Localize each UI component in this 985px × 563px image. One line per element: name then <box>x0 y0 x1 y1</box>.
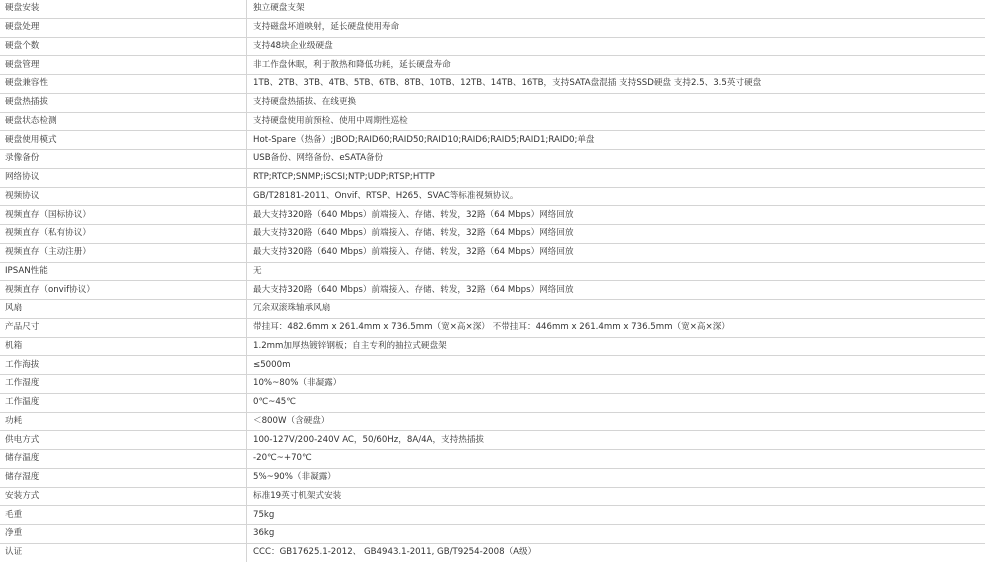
spec-value: 最大支持320路（640 Mbps）前端接入、存储、转发，32路（64 Mbps）网络回放 <box>247 243 985 262</box>
spec-value: 无 <box>247 262 985 281</box>
spec-label: 供电方式 <box>0 431 247 450</box>
spec-label: 视频直存（onvif协议） <box>0 281 247 300</box>
table-row <box>0 468 985 487</box>
spec-label: 视频直存（主动注册） <box>0 243 247 262</box>
spec-value: 1TB、2TB、3TB、4TB、5TB、6TB、8TB、10TB、12TB、14TB、16TB，支持SATA盘混插 支持SSD硬盘 支持2.5、3.5英寸硬盘 <box>247 75 985 94</box>
table-row <box>0 75 985 94</box>
spec-label: 产品尺寸 <box>0 318 247 337</box>
spec-value: USB备份、网络备份、eSATA备份 <box>247 150 985 169</box>
spec-label: 工作湿度 <box>0 375 247 394</box>
spec-label: 毛重 <box>0 506 247 525</box>
table-row <box>0 300 985 319</box>
spec-value: 支持磁盘坏道映射，延长硬盘使用寿命 <box>247 18 985 37</box>
spec-label: 储存温度 <box>0 450 247 469</box>
spec-label: 硬盘个数 <box>0 37 247 56</box>
spec-value: 独立硬盘支架 <box>253 3 305 14</box>
table-row <box>0 506 985 525</box>
table-row <box>0 93 985 112</box>
spec-value: 支持硬盘使用前预检、使用中周期性巡检 <box>247 112 985 131</box>
spec-value: 非工作盘休眠，利于散热和降低功耗，延长硬盘寿命 <box>247 56 985 75</box>
spec-value: 支持硬盘热插拔、在线更换 <box>247 93 985 112</box>
spec-value: 75kg <box>247 506 985 525</box>
table-row <box>0 337 985 356</box>
table-row <box>0 150 985 169</box>
spec-value: 10%~80%（非凝露） <box>247 375 985 394</box>
table-row <box>0 281 985 300</box>
table-row <box>0 243 985 262</box>
table-row <box>0 131 985 150</box>
spec-value: 支持48块企业级硬盘 <box>247 37 985 56</box>
spec-label: 风扇 <box>0 300 247 319</box>
table-row <box>0 525 985 544</box>
spec-value: 冗余双滚珠轴承风扇 <box>247 300 985 319</box>
spec-value: CCC：GB17625.1-2012、 GB4943.1-2011, GB/T9254-2008（A级） <box>247 543 985 561</box>
table-row <box>0 375 985 394</box>
spec-label: 视频直存（国标协议） <box>0 206 247 225</box>
spec-value: 标准19英寸机架式安装 <box>247 487 985 506</box>
table-row <box>0 450 985 469</box>
spec-label: 净重 <box>0 525 247 544</box>
spec-value: 0℃~45℃ <box>247 393 985 412</box>
spec-label: 认证 <box>0 543 247 561</box>
spec-label: 视频协议 <box>0 187 247 206</box>
spec-label: 硬盘热插拔 <box>0 93 247 112</box>
table-row <box>0 356 985 375</box>
table-row <box>0 487 985 506</box>
spec-label: 硬盘处理 <box>0 18 247 37</box>
spec-label: 视频直存（私有协议） <box>0 225 247 244</box>
table-row <box>0 168 985 187</box>
spec-value: 最大支持320路（640 Mbps）前端接入、存储、转发，32路（64 Mbps）网络回放 <box>247 206 985 225</box>
spec-label: 硬盘管理 <box>0 56 247 75</box>
table-row <box>0 543 985 561</box>
spec-label: 录像备份 <box>0 150 247 169</box>
table-row <box>0 0 985 18</box>
spec-label: 硬盘状态检测 <box>0 112 247 131</box>
spec-value: Hot-Spare（热备）;JBOD;RAID60;RAID50;RAID10;RAID6;RAID5;RAID1;RAID0;单盘 <box>247 131 985 150</box>
spec-value: 最大支持320路（640 Mbps）前端接入、存储、转发，32路（64 Mbps）网络回放 <box>247 281 985 300</box>
spec-value: 100-127V/200-240V AC，50/60Hz，8A/4A，支持热插拔 <box>247 431 985 450</box>
spec-label: 网络协议 <box>0 168 247 187</box>
spec-label: 安装方式 <box>0 487 247 506</box>
table-row <box>0 37 985 56</box>
spec-value: GB/T28181-2011、Onvif、RTSP、H265、SVAC等标准视频协议。 <box>247 187 985 206</box>
table-row <box>0 206 985 225</box>
table-row <box>0 431 985 450</box>
table-row <box>0 318 985 337</box>
spec-label: 机箱 <box>0 337 247 356</box>
spec-value: RTP;RTCP;SNMP;iSCSI;NTP;UDP;RTSP;HTTP <box>247 168 985 187</box>
spec-label: IPSAN性能 <box>0 262 247 281</box>
spec-label: 工作海拔 <box>0 356 247 375</box>
table-row <box>0 393 985 412</box>
spec-value: 36kg <box>247 525 985 544</box>
spec-value: -20℃~+70℃ <box>247 450 985 469</box>
spec-value: 1.2mm加厚热镀锌钢板；自主专利的抽拉式硬盘架 <box>247 337 985 356</box>
spec-value: 5%~90%（非凝露） <box>247 468 985 487</box>
spec-value: ＜800W（含硬盘） <box>247 412 985 431</box>
spec-value: 最大支持320路（640 Mbps）前端接入、存储、转发，32路（64 Mbps）网络回放 <box>247 225 985 244</box>
table-row <box>0 18 985 37</box>
table-row <box>0 187 985 206</box>
spec-label: 硬盘安装 <box>0 0 247 18</box>
spec-label: 功耗 <box>0 412 247 431</box>
spec-label: 硬盘使用模式 <box>0 131 247 150</box>
spec-label: 储存湿度 <box>0 468 247 487</box>
table-row <box>0 262 985 281</box>
spec-value: 带挂耳：482.6mm x 261.4mm x 736.5mm（宽×高×深） 不带挂耳：446mm x 261.4mm x 736.5mm（宽×高×深） <box>247 318 985 337</box>
spec-label: 工作温度 <box>0 393 247 412</box>
table-row <box>0 56 985 75</box>
table-row <box>0 225 985 244</box>
spec-label: 硬盘兼容性 <box>0 75 247 94</box>
spec-value: ≤5000m <box>247 356 985 375</box>
table-row <box>0 112 985 131</box>
table-row <box>0 412 985 431</box>
